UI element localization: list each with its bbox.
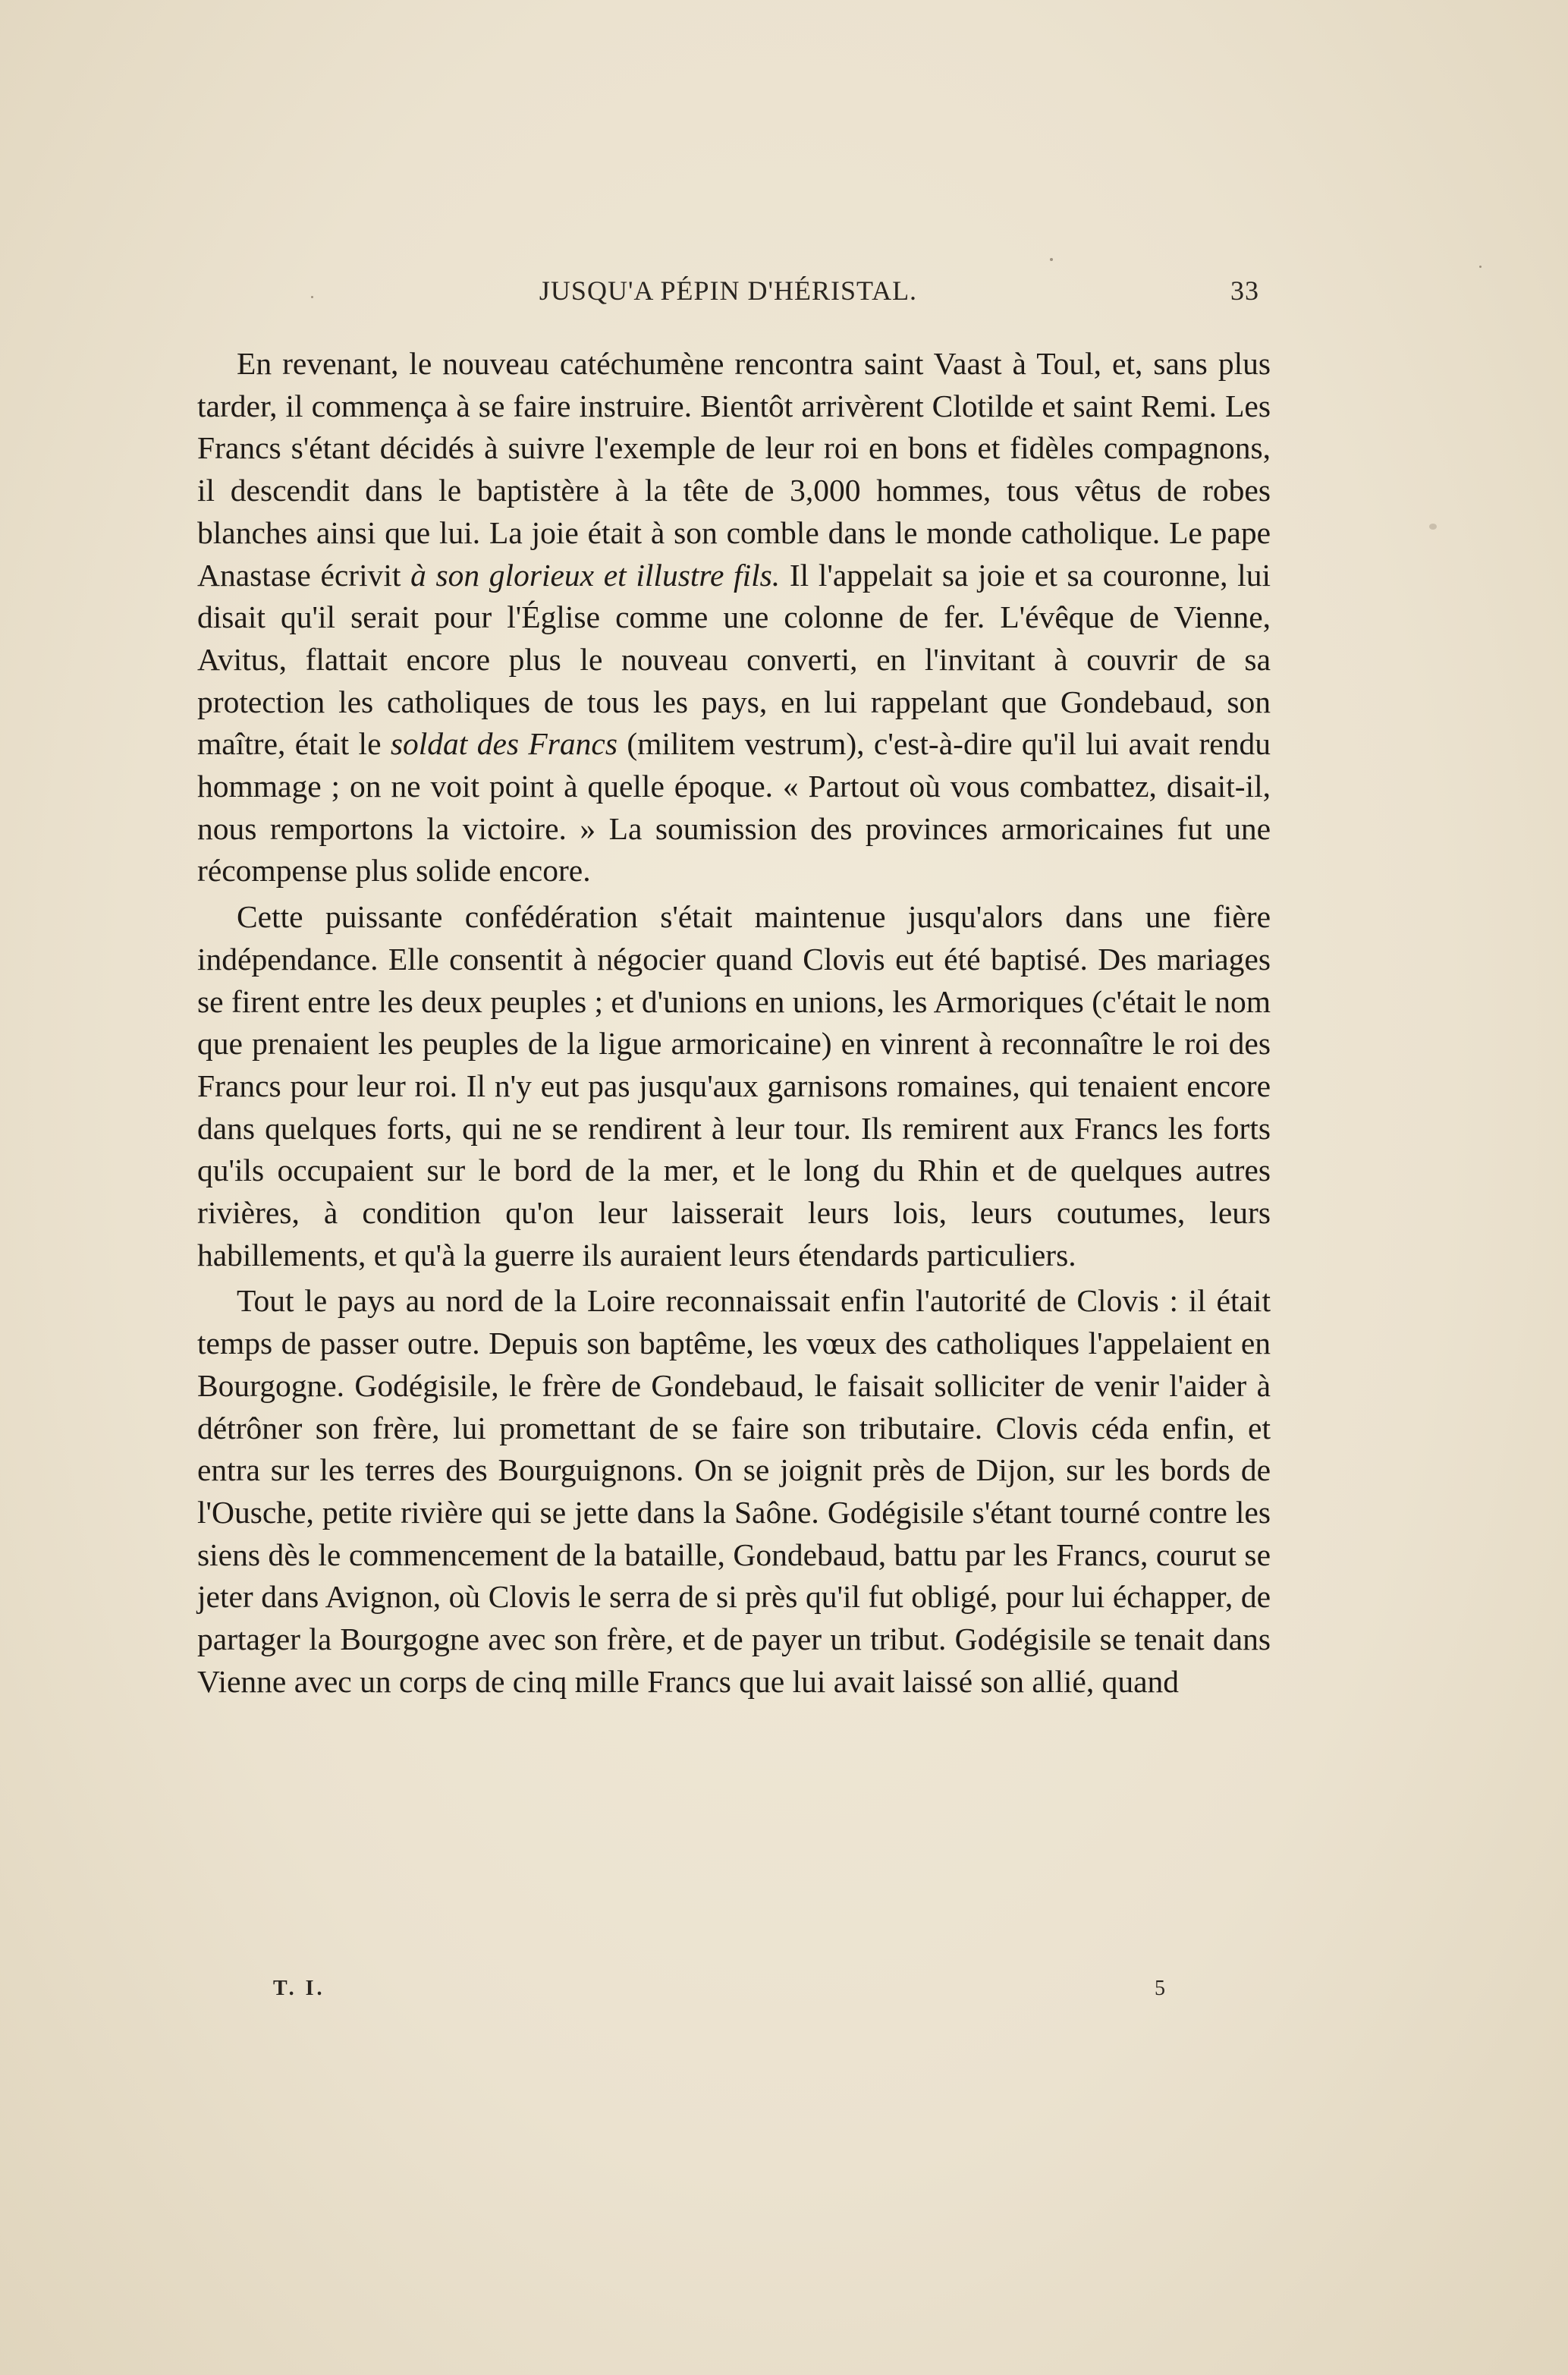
running-title: JUSQU'A PÉPIN D'HÉRISTAL.: [539, 275, 918, 306]
italic-text: soldat des Francs: [390, 726, 617, 762]
sheet-signature: 5: [1155, 1977, 1165, 2000]
paper-speck: [1050, 258, 1053, 261]
paragraph: [197, 896, 1271, 1276]
volume-signature: T. I.: [273, 1977, 325, 2000]
paragraph: [197, 1280, 1271, 1703]
paragraph: [197, 343, 1271, 892]
running-head: [197, 275, 1259, 320]
text-segment: Cette puissante confédération s'était maintenue jusqu'alors dans une fière indépendance. Elle consentit à négocier quand Clovis eut été baptisé. Des mariages se firent entre les deux peuples ; et d'unions en unions, les Armoriques (c'était le nom que prenaient les peuples de la ligue armoricaine) en vinrent à reconnaître le roi des Francs pour leur roi. Il n'y eut pas jusqu'aux garnisons romaines, qui tenaient encore dans quelques forts, qui ne se rendirent à leur tour. Ils remirent aux Francs les forts qu'ils occupaient sur le bord de la mer, et le long du Rhin et de quelques autres rivières, à condition qu'on leur laisserait leurs lois, leurs coutumes, leurs habillements, et qu'à la guerre ils auraient leurs étendards particuliers.: [197, 899, 1271, 1272]
paper-speck: [311, 296, 313, 298]
text-segment: En revenant, le nouveau catéchumène rencontra saint Vaast à Toul, et, sans plus tarder, il commença à se faire instruire. Bientôt arrivèrent Clotilde et saint Remi. Les Francs s'étant décidés à suivre l'exemple de leur roi en bons et fidèles compagnons, il descendit dans le baptistère à la tête de 3,000 hommes, tous vêtus de robes blanches ainsi que lui. La joie était à son comble dans le monde catholique. Le pape Anastase écrivit: [197, 346, 1271, 593]
page-number: 33: [1230, 275, 1259, 306]
paper-speck: [1479, 266, 1482, 268]
page-footer: [197, 1977, 1271, 2007]
text-segment: Il l'appelait sa joie et sa couronne, lui disait qu'il serait pour l'Église comme une colonne de fer. L'évêque de Vienne, Avitus, flattait encore plus le nouveau converti, en l'invitant à couvrir de sa protection les catholiques de tous les pays, en lui rappelant que Gondebaud, son maître, était le: [197, 557, 1271, 762]
text-segment: Tout le pays au nord de la Loire reconnaissait enfin l'autorité de Clovis : il était temps de passer outre. Depuis son baptême, les vœux des catholiques l'appelaient en Bourgogne. Godégisile, le frère de Gondebaud, le faisait solliciter de venir l'aider à détrôner son frère, lui promettant de se faire son tributaire. Clovis céda enfin, et entra sur les terres des Bourguignons. On se joignit près de Dijon, sur les bords de l'Ousche, petite rivière qui se jette dans la Saône. Godégisile s'étant tourné contre les siens dès le commencement de la bataille, Gondebaud, battu par les Francs, courut se jeter dans Avignon, où Clovis le serra de si près qu'il fut obligé, pour lui échapper, de partager la Bourgogne avec son frère, et de payer un tribut. Godégisile se tenait dans Vienne avec un corps de cinq mille Francs que lui avait laissé son allié, quand: [197, 1283, 1271, 1699]
body-text: [197, 343, 1271, 1703]
paper-speck: [1429, 524, 1437, 530]
text-segment: (militem vestrum), c'est-à-dire qu'il lui avait rendu hommage ; on ne voit point à quelle époque. « Partout où vous combattez, disait-il, nous remportons la victoire. » La soumission des provinces armoricaines fut une récompense plus solide encore.: [197, 726, 1271, 889]
italic-text: à son glorieux et illustre fils.: [410, 557, 781, 593]
